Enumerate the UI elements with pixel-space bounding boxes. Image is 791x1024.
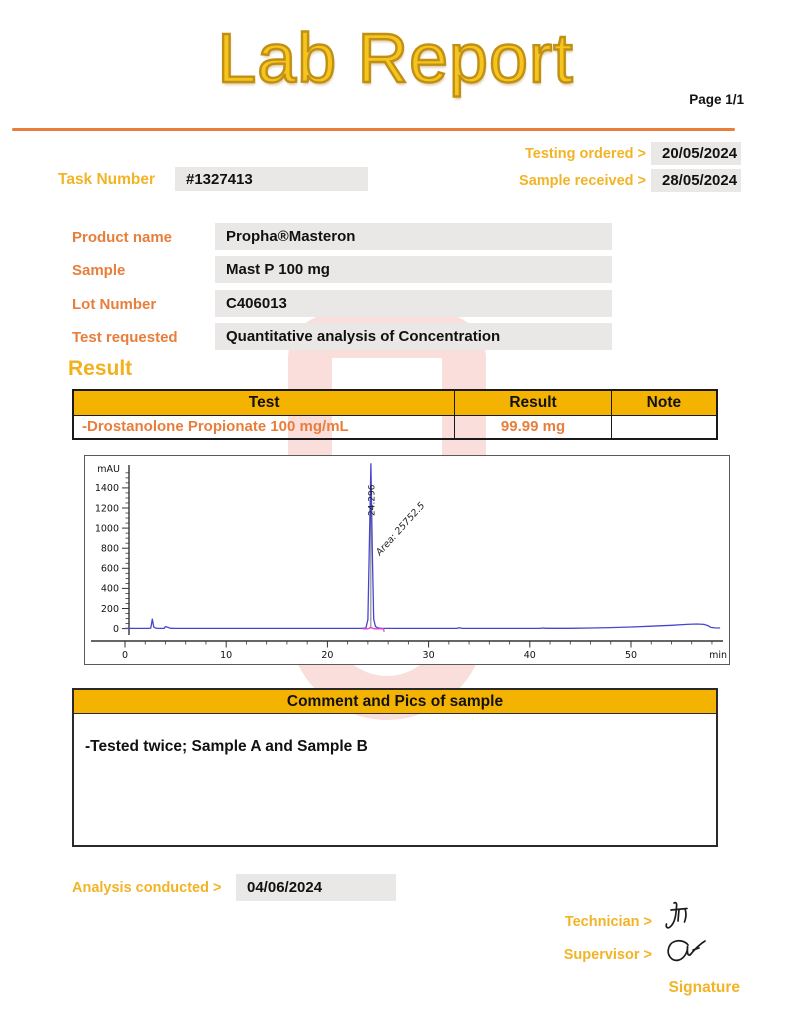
- result-cell-result: 99.99 mg: [455, 415, 612, 439]
- result-cell-test: -Drostanolone Propionate 100 mg/mL: [73, 415, 455, 439]
- svg-text:1200: 1200: [94, 503, 119, 515]
- svg-text:50: 50: [624, 650, 638, 661]
- result-table-header-row: [73, 390, 717, 415]
- svg-text:600: 600: [100, 563, 119, 575]
- result-table-header-result: Result: [455, 390, 612, 415]
- comment-header: Comment and Pics of sample: [74, 690, 716, 714]
- analysis-conducted-value: 04/06/2024: [236, 874, 396, 901]
- result-table: [72, 389, 718, 440]
- svg-text:30: 30: [422, 650, 435, 661]
- svg-text:200: 200: [100, 603, 119, 615]
- result-table-header-test: Test: [73, 390, 455, 415]
- svg-text:Area: 25752.5: Area: 25752.5: [373, 500, 428, 559]
- svg-text:40: 40: [523, 650, 536, 661]
- signature-label: Signature: [668, 979, 740, 996]
- svg-text:1000: 1000: [94, 523, 119, 535]
- field-label-sample: Sample: [72, 262, 126, 279]
- chromatogram-panel: [84, 455, 730, 665]
- svg-text:0: 0: [112, 623, 119, 635]
- field-value-sample: Mast P 100 mg: [215, 256, 612, 283]
- field-label-lot-number: Lot Number: [72, 296, 157, 313]
- field-value-product-name: Propha®Masteron: [215, 223, 612, 250]
- page-title: Lab Report: [217, 19, 574, 97]
- supervisor-signature: [660, 936, 708, 968]
- svg-text:24.296: 24.296: [367, 484, 378, 516]
- sample-received-label: Sample received >: [519, 173, 646, 189]
- task-number-label: Task Number: [58, 171, 156, 188]
- comment-body-text: -Tested twice; Sample A and Sample B: [85, 738, 368, 755]
- chromatogram-svg: [85, 456, 729, 664]
- sample-received-value: 28/05/2024: [651, 169, 741, 192]
- testing-ordered-label: Testing ordered >: [525, 146, 646, 162]
- svg-text:10: 10: [220, 650, 233, 661]
- field-label-test-requested: Test requested: [72, 329, 178, 346]
- header-divider: [12, 128, 735, 131]
- analysis-conducted-label: Analysis conducted >: [72, 880, 222, 896]
- svg-text:1400: 1400: [94, 483, 119, 495]
- result-cell-note: [611, 415, 717, 439]
- testing-ordered-value: 20/05/2024: [651, 142, 741, 165]
- result-heading: Result: [68, 357, 133, 380]
- result-table-header-note: Note: [611, 390, 717, 415]
- technician-label: Technician >: [564, 914, 652, 930]
- comment-section: [72, 688, 718, 847]
- svg-text:mAU: mAU: [97, 464, 120, 475]
- svg-text:20: 20: [321, 650, 334, 661]
- field-label-product-name: Product name: [72, 229, 173, 246]
- svg-text:400: 400: [100, 583, 119, 595]
- page-number: Page 1/1: [689, 92, 744, 107]
- field-value-lot-number: C406013: [215, 290, 612, 317]
- technician-signature: [660, 899, 694, 935]
- supervisor-label: Supervisor >: [563, 947, 652, 963]
- task-number-value: #1327413: [175, 167, 368, 191]
- field-value-test-requested: Quantitative analysis of Concentration: [215, 323, 612, 350]
- svg-text:min: min: [709, 650, 727, 661]
- svg-text:0: 0: [121, 650, 129, 661]
- result-table-row: [73, 415, 717, 439]
- svg-text:800: 800: [100, 543, 119, 555]
